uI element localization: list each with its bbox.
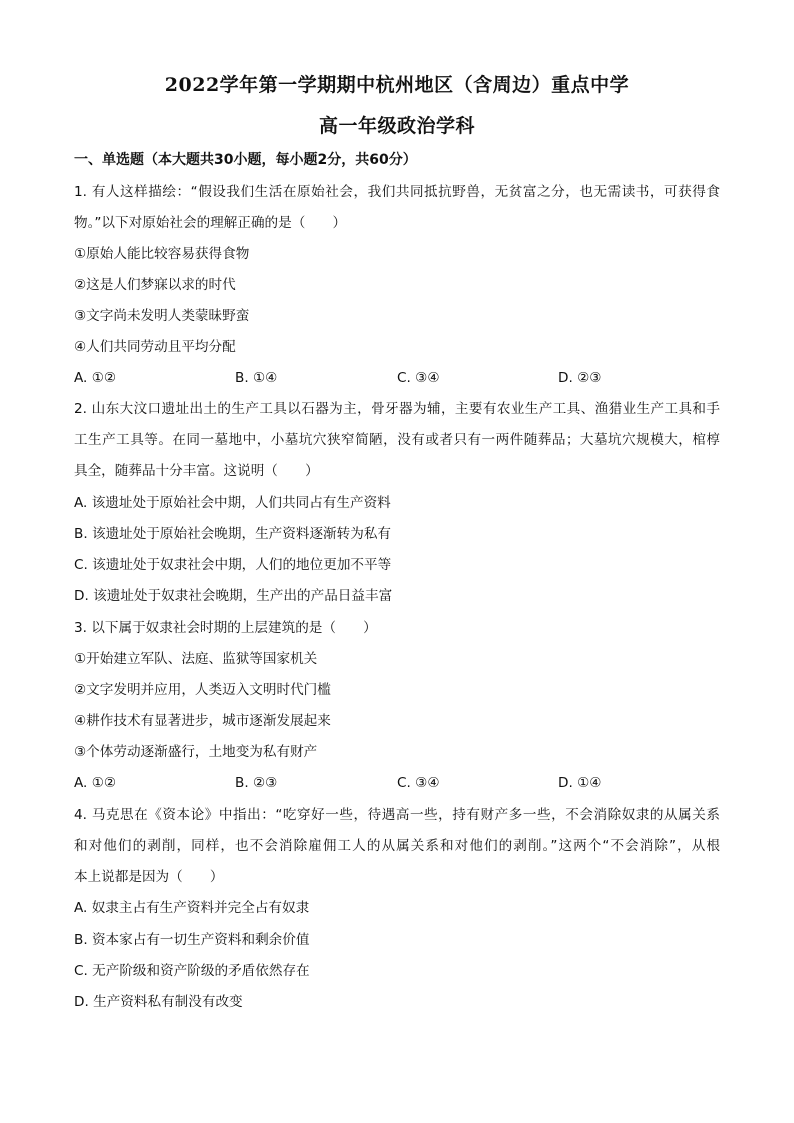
question-3-option-d[interactable]: D. ①④ <box>558 775 602 791</box>
question-1-statement-4: ④人们共同劳动且平均分配 <box>74 339 236 355</box>
question-1-option-a[interactable]: A. ①② <box>74 370 117 386</box>
exam-subtitle: 高一年级政治学科 <box>318 115 475 137</box>
question-3-statement-1: ①开始建立军队、法庭、监狱等国家机关 <box>74 651 318 667</box>
question-3-statement-2: ②文字发明并应用，人类迈入文明时代门槛 <box>74 682 331 698</box>
question-2-option-a[interactable]: A. 该遗址处于原始社会中期，人们共同占有生产资料 <box>74 495 391 511</box>
question-1-stem-line-1: 1. 有人这样描绘：“假设我们生活在原始社会，我们共同抵抗野兽，无贫富之分，也无需读书，可获得食 <box>74 184 720 200</box>
question-1-option-b[interactable]: B. ①④ <box>235 370 278 386</box>
question-4-stem-line-1: 4. 马克思在《资本论》中指出：“吃穿好一些，待遇高一些，持有财产多一些，不会消除奴隶的从属关系 <box>74 807 720 823</box>
exam-title: 2022学年第一学期期中杭州地区（含周边）重点中学 <box>164 74 630 96</box>
question-2-option-b[interactable]: B. 该遗址处于原始社会晚期，生产资料逐渐转为私有 <box>74 526 392 542</box>
question-2-option-d[interactable]: D. 该遗址处于奴隶社会晚期，生产出的产品日益丰富 <box>74 588 393 604</box>
question-4-option-b[interactable]: B. 资本家占有一切生产资料和剩余价值 <box>74 932 310 948</box>
question-4-stem-line-3: 本上说都是因为（ ） <box>74 869 224 885</box>
question-1-statement-3: ③文字尚未发明人类蒙昧野蛮 <box>74 308 250 324</box>
question-1-statement-2: ②这是人们梦寐以求的时代 <box>74 277 236 293</box>
question-4-option-d[interactable]: D. 生产资料私有制没有改变 <box>74 994 243 1010</box>
question-4-option-a[interactable]: A. 奴隶主占有生产资料并完全占有奴隶 <box>74 900 310 916</box>
question-2-stem-line-1: 2. 山东大汶口遗址出土的生产工具以石器为主，骨牙器为辅，主要有农业生产工具、渔猎业生产工具和手 <box>74 401 720 417</box>
question-1-option-c[interactable]: C. ③④ <box>397 370 440 386</box>
question-2-stem-line-3: 具全，随葬品十分丰富。这说明（ ） <box>74 463 319 479</box>
question-2-stem-line-2: 工生产工具等。在同一墓地中，小墓坑穴狭窄简陋，没有或者只有一两件随葬品；大墓坑穴规模大，棺椁 <box>74 432 720 448</box>
question-4-stem-line-2: 和对他们的剥削，同样，也不会消除雇佣工人的从属关系和对他们的剥削。”这两个“不会消除”，从根 <box>74 838 720 854</box>
question-4-option-c[interactable]: C. 无产阶级和资产阶级的矛盾依然存在 <box>74 963 310 979</box>
question-3-option-a[interactable]: A. ①② <box>74 775 117 791</box>
question-1-stem-line-2: 物。”以下对原始社会的理解正确的是（ ） <box>74 215 347 231</box>
question-3-option-c[interactable]: C. ③④ <box>397 775 440 791</box>
question-1-statement-1: ①原始人能比较容易获得食物 <box>74 246 250 262</box>
question-3-statement-4: ③个体劳动逐渐盛行，土地变为私有财产 <box>74 744 318 760</box>
question-1-option-d[interactable]: D. ②③ <box>558 370 602 386</box>
question-3-option-b[interactable]: B. ②③ <box>235 775 278 791</box>
question-2-option-c[interactable]: C. 该遗址处于奴隶社会中期，人们的地位更加不平等 <box>74 557 392 573</box>
question-3-statement-3: ④耕作技术有显著进步，城市逐渐发展起来 <box>74 713 331 729</box>
section-heading: 一、单选题（本大题共30小题，每小题2分，共60分） <box>74 152 417 168</box>
question-3-stem-line-1: 3. 以下属于奴隶社会时期的上层建筑的是（ ） <box>74 620 377 636</box>
